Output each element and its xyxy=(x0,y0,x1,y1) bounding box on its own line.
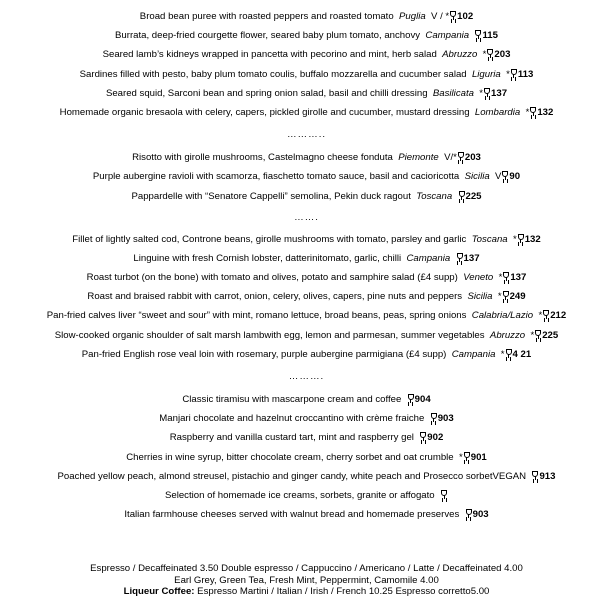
menu-item xyxy=(0,306,613,325)
dish-description: Seared lamb’s kidneys wrapped in pancetta with pecorino and mint, herb salad xyxy=(102,49,437,61)
menu-item xyxy=(0,7,613,26)
drinks-section xyxy=(0,563,613,598)
dish-description: Purple aubergine ravioli with scamorza, fiaschetto tomato sauce, basil and cacioricotta xyxy=(92,171,460,183)
menu-item xyxy=(0,103,613,122)
dish-description: Raspberry and vanilla custard tart, mint and raspberry gel xyxy=(169,432,414,444)
dish-tags: * xyxy=(506,68,510,80)
dish-description: Roast and braised rabbit with carrot, onion, celery, olives, capers, pine nuts and peppers xyxy=(87,291,463,303)
dish-region: Toscana xyxy=(416,190,453,202)
dish-region: Sicilia xyxy=(467,291,493,303)
dish-tags: * xyxy=(525,106,530,118)
wine-glass-icon xyxy=(518,234,524,243)
wine-glass-icon xyxy=(503,291,509,300)
dish-region: Abruzzo xyxy=(489,329,526,341)
menu-item xyxy=(0,486,613,505)
menu-item xyxy=(0,287,613,306)
drinks-line-tea: Earl Grey, Green Tea, Fresh Mint, Peppermint, Camomile 4.00 xyxy=(174,574,439,586)
wine-code: 137 xyxy=(491,87,508,99)
wine-code: 132 xyxy=(537,106,554,118)
wine-glass-icon xyxy=(475,30,481,39)
wine-code: 203 xyxy=(494,49,511,61)
menu-item xyxy=(0,187,613,206)
dish-region: Piemonte xyxy=(398,152,439,164)
dish-tags: V / * xyxy=(431,11,450,22)
starters-section xyxy=(0,7,613,122)
wine-glass-icon xyxy=(464,452,470,461)
wine-glass-icon xyxy=(502,171,508,180)
dish-region: Lombardia xyxy=(474,106,521,118)
wine-code: 137 xyxy=(463,252,480,264)
menu-item xyxy=(0,45,613,64)
drinks-line-liqueur xyxy=(0,586,613,598)
menu-item xyxy=(0,268,613,287)
dish-tags: * xyxy=(538,310,543,322)
menu-item xyxy=(0,167,613,186)
dish-description: Italian farmhouse cheeses served with walnut bread and homemade preserves xyxy=(124,509,460,521)
liqueur-label: Liqueur Coffee: xyxy=(123,586,195,597)
wine-glass-icon xyxy=(503,272,509,281)
dish-tags: * xyxy=(482,49,487,61)
dish-region: Abruzzo xyxy=(442,49,478,61)
menu-item xyxy=(0,65,613,84)
dish-region: Puglia xyxy=(399,11,426,22)
dish-description: Cherries in wine syrup, bitter chocolate cream, cherry sorbet and oat crumble xyxy=(126,451,454,463)
wine-glass-icon xyxy=(420,432,426,441)
wine-glass-icon xyxy=(487,49,493,58)
wine-glass-icon xyxy=(457,253,463,262)
dish-region: Calabria/Lazio xyxy=(471,310,534,322)
dish-description: Sardines filled with pesto, baby plum tomato coulis, buffalo mozzarella and cucumber salad xyxy=(79,68,467,80)
dish-tags: * xyxy=(530,329,535,341)
dish-description: Linguine with fresh Cornish lobster, datterinitomato, garlic, chilli xyxy=(133,252,402,264)
wine-glass-icon xyxy=(530,107,536,116)
dish-region: Basilicata xyxy=(432,87,474,99)
dish-tags: * xyxy=(497,291,502,303)
wine-code: 203 xyxy=(464,152,481,164)
wine-code: 902 xyxy=(427,432,444,444)
menu-item xyxy=(0,428,613,447)
dish-description: Pan-fried English rose veal loin with rosemary, purple aubergine parmigiana (£4 supp) xyxy=(81,348,447,360)
menu-item xyxy=(0,409,613,428)
wine-glass-icon xyxy=(535,330,541,339)
wine-code: 913 xyxy=(539,470,556,482)
dish-region: Liguria xyxy=(471,68,501,80)
dish-description: Roast turbot (on the bone) with tomato and olives, potato and samphire salad (£4 supp) xyxy=(86,272,458,284)
dish-tags: V/* xyxy=(444,152,457,164)
menu-item xyxy=(0,84,613,103)
wine-code: 225 xyxy=(542,329,559,341)
menu-item xyxy=(0,230,613,249)
menu-item xyxy=(0,505,613,524)
wine-glass-icon xyxy=(458,152,464,161)
menu-item xyxy=(0,448,613,467)
separator-2: ……. xyxy=(294,211,319,223)
wine-glass-icon xyxy=(466,509,472,518)
wine-glass-icon xyxy=(484,88,490,97)
wine-code: 904 xyxy=(414,394,431,405)
menu-item xyxy=(0,249,613,268)
wine-code: 225 xyxy=(465,190,482,202)
dish-region: Campania xyxy=(425,30,470,42)
wine-code: 4 21 xyxy=(512,348,532,360)
wine-code: 903 xyxy=(437,413,454,425)
dish-region: Campania xyxy=(451,348,496,360)
dish-tags: * xyxy=(498,272,503,284)
wine-code: 901 xyxy=(470,451,487,463)
dish-description: Pan-fried calves liver “sweet and sour” with mint, romano lettuce, broad beans, peas, spring onions xyxy=(46,310,467,322)
wine-glass-icon xyxy=(441,490,447,499)
wine-code: 102 xyxy=(457,11,474,22)
menu-item xyxy=(0,26,613,45)
wine-glass-icon xyxy=(511,69,517,78)
menu xyxy=(0,7,613,524)
wine-glass-icon xyxy=(459,191,465,200)
drinks-line-coffee: Espresso / Decaffeinated 3.50 Double espresso / Cappuccino / Americano / Latte / Decaffeinated 4.00 xyxy=(90,563,523,574)
dish-tags: V xyxy=(495,171,502,183)
wine-glass-icon xyxy=(543,310,549,319)
wine-glass-icon xyxy=(506,349,512,358)
wine-code: 903 xyxy=(472,509,489,521)
wine-glass-icon xyxy=(532,471,538,480)
wine-glass-icon xyxy=(450,11,456,20)
wine-glass-icon xyxy=(431,413,437,422)
wine-glass-icon xyxy=(408,394,414,403)
wine-code: 132 xyxy=(524,233,541,245)
separator-1: ……….. xyxy=(286,129,327,141)
menu-item xyxy=(0,390,613,409)
wine-code: 137 xyxy=(510,272,527,284)
wine-code: 113 xyxy=(517,68,534,80)
menu-item xyxy=(0,345,613,364)
dish-description: Pappardelle with “Senatore Cappelli” semolina, Pekin duck ragout xyxy=(131,190,411,202)
liqueur-text: Espresso Martini / Italian / Irish / French 10.25 Espresso corretto5.00 xyxy=(194,586,490,597)
dish-description: Broad bean puree with roasted peppers and roasted tomato xyxy=(139,11,394,22)
pasta-section xyxy=(0,148,613,206)
dish-region: Veneto xyxy=(463,272,494,284)
dish-tags: * xyxy=(512,233,517,245)
dish-description: Poached yellow peach, almond streusel, pistachio and ginger candy, white peach and Prosecco sorbetVEGAN xyxy=(57,470,527,482)
dish-description: Burrata, deep-fried courgette flower, seared baby plum tomato, anchovy xyxy=(115,30,421,42)
menu-item xyxy=(0,467,613,486)
wine-code: 90 xyxy=(509,171,521,183)
desserts-section xyxy=(0,390,613,524)
dish-description: Manjari chocolate and hazelnut croccantino with crème fraiche xyxy=(159,413,425,425)
mains-section xyxy=(0,230,613,364)
dish-description: Classic tiramisu with mascarpone cream and coffee xyxy=(182,394,402,405)
wine-code: 115 xyxy=(482,30,498,42)
dish-description: Risotto with girolle mushrooms, Castelmagno cheese fonduta xyxy=(132,152,393,164)
dish-description: Selection of homemade ice creams, sorbets, granite or affogato xyxy=(164,489,435,501)
dish-tags: * xyxy=(479,87,484,99)
wine-code: 212 xyxy=(550,310,567,322)
dish-tags: * xyxy=(500,348,505,360)
dish-region: Toscana xyxy=(471,233,508,245)
dish-description: Fillet of lightly salted cod, Controne beans, girolle mushrooms with tomato, parsley and garlic xyxy=(72,233,467,245)
separator-3: ………. xyxy=(288,371,325,382)
dish-description: Seared squid, Sarconi bean and spring onion salad, basil and chilli dressing xyxy=(105,87,428,99)
dish-description: Homemade organic bresaola with celery, capers, pickled girolle and cucumber, mustard dressing xyxy=(59,106,470,118)
dish-region: Sicilia xyxy=(464,171,490,183)
wine-code: 249 xyxy=(509,291,526,303)
dish-region: Campania xyxy=(406,252,451,264)
dish-tags: * xyxy=(459,451,463,463)
menu-item xyxy=(0,148,613,167)
dish-description: Slow-cooked organic shoulder of salt marsh lambwith egg, lemon and parmesan, summer vegetables xyxy=(54,329,485,341)
menu-item xyxy=(0,326,613,345)
